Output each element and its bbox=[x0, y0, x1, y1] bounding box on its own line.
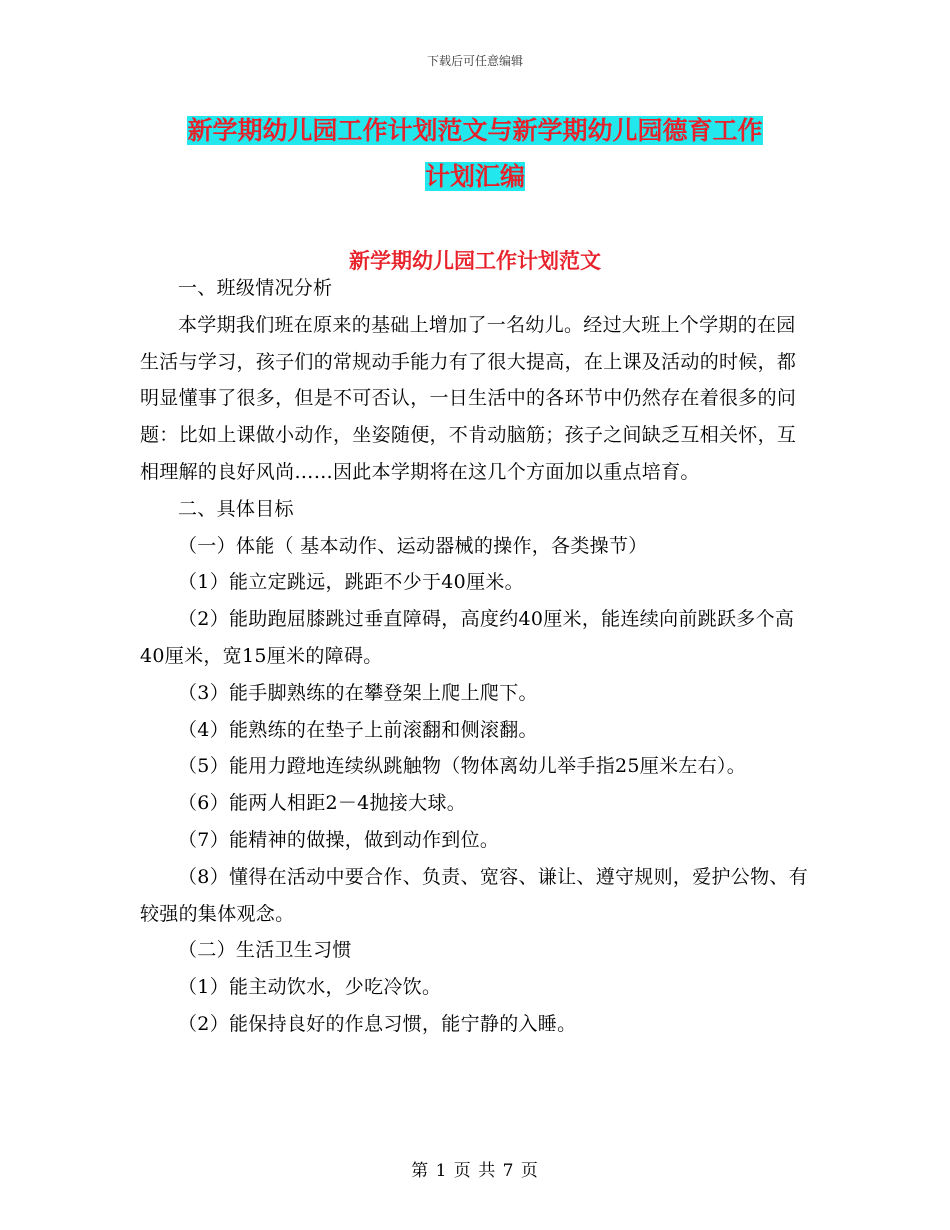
list-item: （1）能立定跳远，跳距不少于40厘米。 bbox=[178, 571, 524, 594]
list-item: （3）能手脚熟练的在攀登架上爬上爬下。 bbox=[178, 681, 538, 704]
header-note: 下载后可任意编辑 bbox=[426, 54, 523, 68]
list-item: （5）能用力蹬地连续纵跳触物（物体离幼儿举手指25厘米左右）。 bbox=[178, 755, 747, 778]
list-item: （6）能两人相距2－4抛接大球。 bbox=[178, 792, 467, 815]
document-title-line2: 计划汇编 bbox=[424, 162, 525, 191]
paragraph-class-analysis: 本学期我们班在原来的基础上增加了一名幼儿。经过大班上个学期的在园生活与学习，孩子们的常规动手能力有了很大提高，在上课及活动的时候，都明显懂事了很多，但是不可否认，一日生活中的各环节中仍然存在着很多的问题：比如上课做小动作，坐姿随便，不肯动脑筋；孩子之间缺乏互相关怀，互相理解的良好风尚……因此本学期将在这几个方面加以重点培育。 bbox=[140, 313, 797, 483]
list-item: （2）能助跑屈膝跳过垂直障碍，高度约40厘米，能连续向前跳跃多个高40厘米，宽15厘米的障碍。 bbox=[140, 608, 795, 667]
subheading-physical: （一）体能（ 基本动作、运动器械的操作，各类操节） bbox=[178, 534, 648, 557]
document-title-line1: 新学期幼儿园工作计划范文与新学期幼儿园德育工作 bbox=[187, 116, 763, 145]
list-item: （7）能精神的做操，做到动作到位。 bbox=[178, 828, 500, 851]
heading-class-analysis: 一、班级情况分析 bbox=[178, 277, 333, 299]
subheading-hygiene: （二）生活卫生习惯 bbox=[178, 939, 352, 962]
list-item: （2）能保持良好的作息习惯，能宁静的入睡。 bbox=[178, 1012, 577, 1035]
list-item: （1）能主动饮水，少吃冷饮。 bbox=[178, 976, 442, 999]
list-item: （8）懂得在活动中要合作、负责、宽容、谦让、遵守规则，爱护公物、有较强的集体观念。 bbox=[140, 865, 808, 925]
document-title bbox=[140, 108, 810, 200]
list-item: （4）能熟练的在垫子上前滚翻和侧滚翻。 bbox=[178, 718, 538, 741]
document-body bbox=[140, 270, 812, 1043]
page-number: 第 1 页 共 7 页 bbox=[411, 1161, 539, 1181]
heading-specific-goals: 二、具体目标 bbox=[178, 497, 294, 520]
section-title: 新学期幼儿园工作计划范文 bbox=[349, 248, 601, 273]
